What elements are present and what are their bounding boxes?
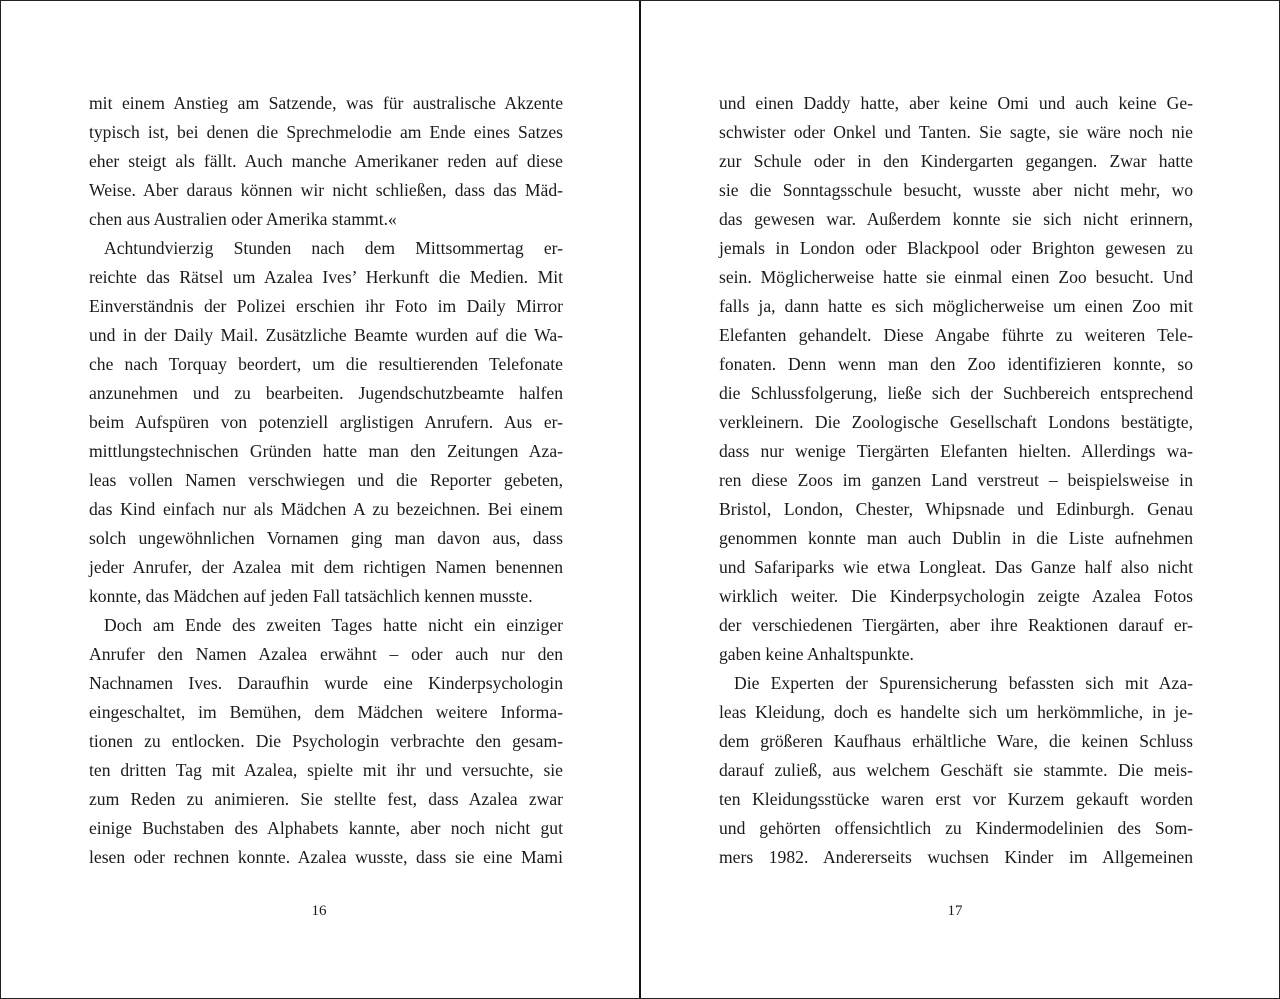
- text-line: leas Kleidung, doch es handelte sich um herkömmliche, in je-: [719, 702, 1193, 722]
- text-line: typisch ist, bei denen die Sprechmelodie am Ende eines Satzes: [89, 122, 563, 142]
- text-line: genommen konnte man auch Dublin in die Liste aufnehmen: [719, 528, 1193, 548]
- text-line: und in der Daily Mail. Zusätzliche Beamte wurden auf die Wa-: [89, 325, 563, 345]
- right-page: [641, 1, 1279, 998]
- text-line: eher steigt als fällt. Auch manche Amerikaner reden auf diese: [89, 151, 563, 171]
- text-line: lesen oder rechnen konnte. Azalea wusste, dass sie eine Mami: [89, 847, 563, 867]
- text-line: und Safariparks wie etwa Longleat. Das Ganze half also nicht: [719, 557, 1193, 577]
- page-number: 16: [311, 903, 327, 919]
- text-line: wirklich weiter. Die Kinderpsychologin zeigte Azalea Fotos: [719, 586, 1193, 606]
- text-line: Weise. Aber daraus können wir nicht schließen, dass das Mäd-: [89, 180, 563, 200]
- text-line: Die Experten der Spurensicherung befassten sich mit Aza-: [734, 673, 1193, 693]
- text-line: einige Buchstaben des Alphabets kannte, aber noch nicht gut: [89, 818, 563, 838]
- text-line: ten Kleidungsstücke waren erst vor Kurzem gekauft worden: [719, 789, 1193, 809]
- text-line: Einverständnis der Polizei erschien ihr Foto im Daily Mirror: [89, 296, 563, 316]
- text-line: gaben keine Anhaltspunkte.: [719, 644, 914, 664]
- text-line: schwister oder Onkel und Tanten. Sie sagte, sie wäre noch nie: [719, 122, 1193, 142]
- text-line: zum Reden zu animieren. Sie stellte fest, dass Azalea zwar: [89, 789, 563, 809]
- text-line: jemals in London oder Blackpool oder Brighton gewesen zu: [719, 238, 1193, 258]
- text-line: verkleinern. Die Zoologische Gesellschaft Londons bestätigte,: [719, 412, 1193, 432]
- text-line: und einen Daddy hatte, aber keine Omi und auch keine Ge-: [719, 93, 1193, 113]
- text-line: mers 1982. Andererseits wuchsen Kinder im Allgemeinen: [719, 847, 1193, 867]
- text-line: und gehörten offensichtlich zu Kindermodelinien des Som-: [719, 818, 1193, 838]
- left-page: [1, 1, 639, 998]
- text-line: reichte das Rätsel um Azalea Ives’ Herkunft die Medien. Mit: [89, 267, 563, 287]
- text-line: falls ja, dann hatte es sich möglicherweise um einen Zoo mit: [719, 296, 1193, 316]
- text-line: die Schlussfolgerung, ließe sich der Suchbereich entsprechend: [719, 383, 1193, 403]
- text-line: das gewesen war. Außerdem konnte sie sich nicht erinnern,: [719, 209, 1193, 229]
- text-line: Doch am Ende des zweiten Tages hatte nicht ein einziger: [104, 615, 563, 635]
- text-line: fonaten. Denn wenn man den Zoo identifizieren konnte, so: [719, 354, 1193, 374]
- left-page-text: [89, 89, 563, 872]
- text-line: ten dritten Tag mit Azalea, spielte mit ihr und versuchte, sie: [89, 760, 563, 780]
- text-line: sein. Möglicherweise hatte sie einmal einen Zoo besucht. Und: [719, 267, 1193, 287]
- text-line: solch ungewöhnlichen Vornamen ging man davon aus, dass: [89, 528, 563, 548]
- text-line: zur Schule oder in den Kindergarten gegangen. Zwar hatte: [719, 151, 1193, 171]
- text-line: mittlungstechnischen Gründen hatte man den Zeitungen Aza-: [89, 441, 563, 461]
- text-line: Bristol, London, Chester, Whipsnade und Edinburgh. Genau: [719, 499, 1193, 519]
- text-line: beim Aufspüren von potenziell arglistigen Anrufern. Aus er-: [89, 412, 563, 432]
- text-line: Anrufer den Namen Azalea erwähnt – oder auch nur den: [89, 644, 563, 664]
- text-line: sie die Sonntagsschule besucht, wusste aber nicht mehr, wo: [719, 180, 1193, 200]
- text-line: konnte, das Mädchen auf jeden Fall tatsächlich kennen musste.: [89, 586, 533, 606]
- text-line: leas vollen Namen verschwiegen und die Reporter gebeten,: [89, 470, 563, 490]
- text-line: jeder Anrufer, der Azalea mit dem richtigen Namen benennen: [89, 557, 563, 577]
- text-line: mit einem Anstieg am Satzende, was für australische Akzente: [89, 93, 563, 113]
- text-line: Nachnamen Ives. Daraufhin wurde eine Kinderpsychologin: [89, 673, 563, 693]
- text-line: eingeschaltet, im Bemühen, dem Mädchen weitere Informa-: [89, 702, 563, 722]
- text-line: anzunehmen und zu bearbeiten. Jugendschutzbeamte halfen: [89, 383, 563, 403]
- page-number: 17: [947, 903, 963, 919]
- text-line: Achtundvierzig Stunden nach dem Mittsommertag er-: [104, 238, 563, 258]
- text-line: ren diese Zoos im ganzen Land verstreut – beispielsweise in: [719, 470, 1193, 490]
- right-page-text: [719, 89, 1193, 872]
- text-line: che nach Torquay beordert, um die resultierenden Telefonate: [89, 354, 563, 374]
- text-line: das Kind einfach nur als Mädchen A zu bezeichnen. Bei einem: [89, 499, 563, 519]
- text-line: der verschiedenen Tiergärten, aber ihre Reaktionen darauf er-: [719, 615, 1193, 635]
- text-line: dass nur wenige Tiergärten Elefanten hielten. Allerdings wa-: [719, 441, 1193, 461]
- text-line: darauf zuließ, aus welchem Geschäft sie stammte. Die meis-: [719, 760, 1193, 780]
- text-line: tionen zu entlocken. Die Psychologin verbrachte den gesam-: [89, 731, 563, 751]
- text-line: Elefanten gehandelt. Diese Angabe führte zu weiteren Tele-: [719, 325, 1193, 345]
- text-line: dem größeren Kaufhaus erhältliche Ware, die keinen Schluss: [719, 731, 1193, 751]
- text-line: chen aus Australien oder Amerika stammt.«: [89, 209, 397, 229]
